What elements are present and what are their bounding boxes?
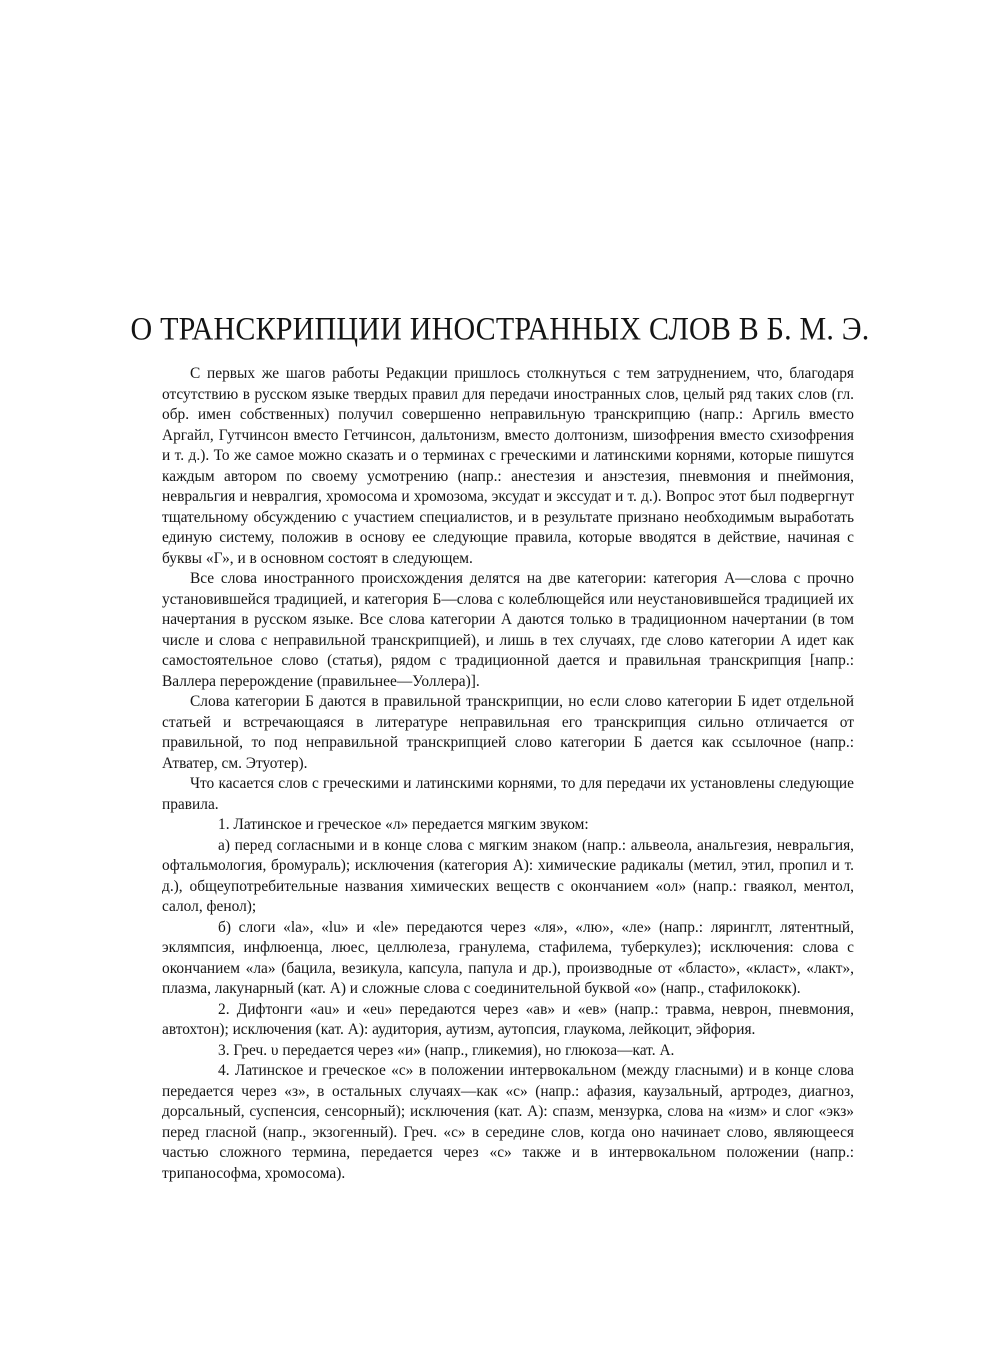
article-body	[162, 364, 854, 1184]
categories-paragraph: Все слова иностранного происхождения делятся на две категории: категория А—слова с прочно установившейся традицией, и категория Б—слова с колеблющейся или неустановившейся традицией их начертания в русском языке. Все слова категории А даются только в традиционном начертании (в том числе и слова с неправильной транскрипцией), и лишь в тех случаях, где слово категории А идет как самостоятельное слово (статья), рядом с традиционной дается и правильная транскрипция [напр.: Валлера перерождение (правильнее—Уоллера)].	[162, 570, 854, 690]
category-b-paragraph: Слова категории Б даются в правильной транскрипции, но если слово категории Б идет отдельной статьей и встречающаяся в литературе неправильная его транскрипция сильно отличается от правильной, то под неправильной транскрипцией слово категории Б дается как ссылочное (напр.: Атватер, см. Этуотер).	[162, 693, 854, 772]
rule-1a-paragraph: а) перед согласными и в конце слова с мягким знаком (напр.: альвеола, анальгезия, невральгия, офтальмология, бромураль); исключения (категория А): химические радикалы (метил, этил, пропил и т. д.), общеупотребительные названия химических веществ с окончанием «ол» (напр.: гваякол, ментол, салол, фенол);	[162, 836, 854, 915]
rule-1-heading: 1. Латинское и греческое «л» передается мягким звуком:	[218, 816, 589, 833]
rules-intro-paragraph: Что касается слов с греческими и латинскими корнями, то для передачи их установлены следующие правила.	[162, 775, 854, 813]
rule-2-paragraph: 2. Дифтонги «au» и «eu» передаются через «ав» и «ев» (напр.: травма, неврон, пневмония, автохтон); исключения (кат. А): аудитория, аутизм, аутопсия, глаукома, лейкоцит, эйфория.	[162, 1000, 854, 1038]
rule-3-paragraph: 3. Греч. υ передается через «и» (напр., гликемия), но глюкоза—кат. А.	[218, 1041, 675, 1059]
page-title: О ТРАНСКРИПЦИИ ИНОСТРАННЫХ СЛОВ В Б. М. Э.	[130, 311, 870, 348]
intro-paragraph: С первых же шагов работы Редакции пришлось столкнуться с тем затруднением, что, благодаря отсутствию в русском языке твердых правил для передачи иностранных слов, целый ряд таких слов (гл. обр. имен собственных) получил совершенно неправильную транскрипцию (напр.: Аргиль вместо Аргайл, Гутчинсон вместо Гетчинсон, дальтонизм, вместо долтонизм, шизофрения вместо схизофрения и т. д.). То же самое можно сказать и о терминах с греческими и латинскими корнями, которые пишутся каждым автором по своему усмотрению (напр.: анестезия и анэстезия, пневмония и пнеймония, невральгия и невралгия, хромосома и хромозома, эксудат и экссудат и т. д.). Вопрос этот был подвергнут тщательному обсуждению с участием специалистов, и в результате признано необходимым выработать единую систему, положив в основу ее следующие правила, которые вводятся в действие, начиная с буквы «Г», и в основном состоят в следующем.	[162, 365, 854, 567]
rule-1b-paragraph: б) слоги «la», «lu» и «le» передаются через «ля», «лю», «ле» (напр.: ляринглт, лятентный, эклямпсия, инфлюенца, люес, целлюлеза, гранулема, стафилема, туберкулез); исключения: слова с окончанием «ла» (бацила, везикула, капсула, папула и др.), производные от «бласто», «класт», «лакт», плазма, лакунарный (кат. А) и сложные слова с соединительной буквой «о» (напр., стафилококк).	[162, 918, 854, 997]
rule-4-paragraph: 4. Латинское и греческое «с» в положении интервокальном (между гласными) и в конце слова передается через «з», в остальных случаях—как «с» (напр.: афазия, каузальный, артродез, диагноз, дорсальный, суспенсия, сенсорный); исключения (кат. А): спазм, мензурка, слова на «изм» и слог «экз» перед гласной (напр., экзогенный). Греч. «с» в середине слов, когда оно начинает слово, являющееся частью сложного термина, передается через «с» также и в интервокальном положении (напр.: трипанософма, хромосома).	[162, 1062, 854, 1182]
